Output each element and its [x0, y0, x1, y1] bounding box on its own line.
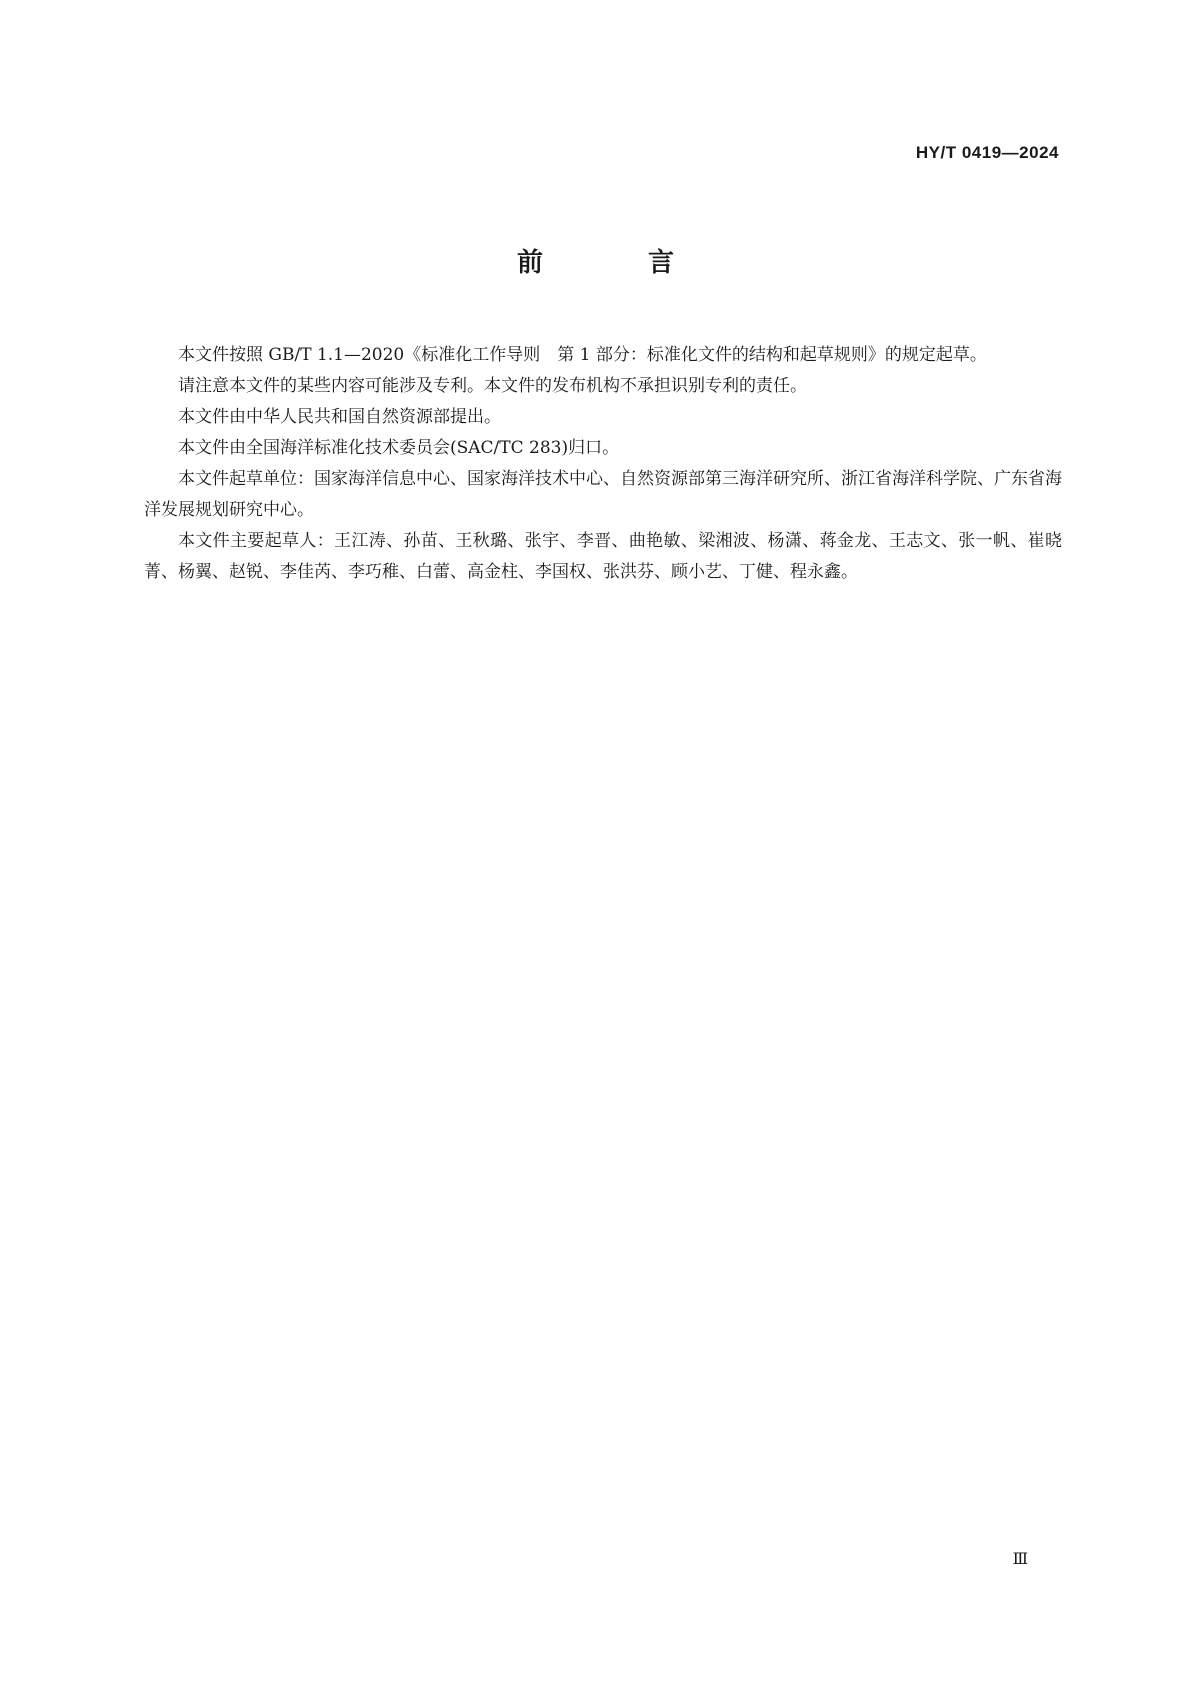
- paragraph-drafters: 本文件主要起草人：王江涛、孙苗、王秋璐、张宇、李晋、曲艳敏、梁湘波、杨潇、蒋金龙、王志文、张一帆、崔晓菁、杨翼、赵锐、李佳芮、李巧稚、白蕾、高金柱、李国权、张洪芬、顾小艺、丁健、程永鑫。: [144, 531, 1062, 582]
- preface-body: [144, 340, 1062, 588]
- paragraph-committee: 本文件由全国海洋标准化技术委员会(SAC/TC 283)归口。: [178, 438, 620, 458]
- paragraph-drafting-rules: 本文件按照 GB/T 1.1—2020《标准化工作导则 第 1 部分：标准化文件的结构和起草规则》的规定起草。: [178, 345, 987, 365]
- paragraph-patent-notice: 请注意本文件的某些内容可能涉及专利。本文件的发布机构不承担识别专利的责任。: [178, 376, 807, 396]
- page-title: 前 言: [516, 248, 723, 278]
- page-number: Ⅲ: [1012, 1551, 1028, 1568]
- paragraph-proposer: 本文件由中华人民共和国自然资源部提出。: [178, 407, 501, 427]
- standard-code: HY/T 0419—2024: [915, 143, 1059, 162]
- paragraph-drafting-units: 本文件起草单位：国家海洋信息中心、国家海洋技术中心、自然资源部第三海洋研究所、浙江省海洋科学院、广东省海洋发展规划研究中心。: [144, 469, 1062, 520]
